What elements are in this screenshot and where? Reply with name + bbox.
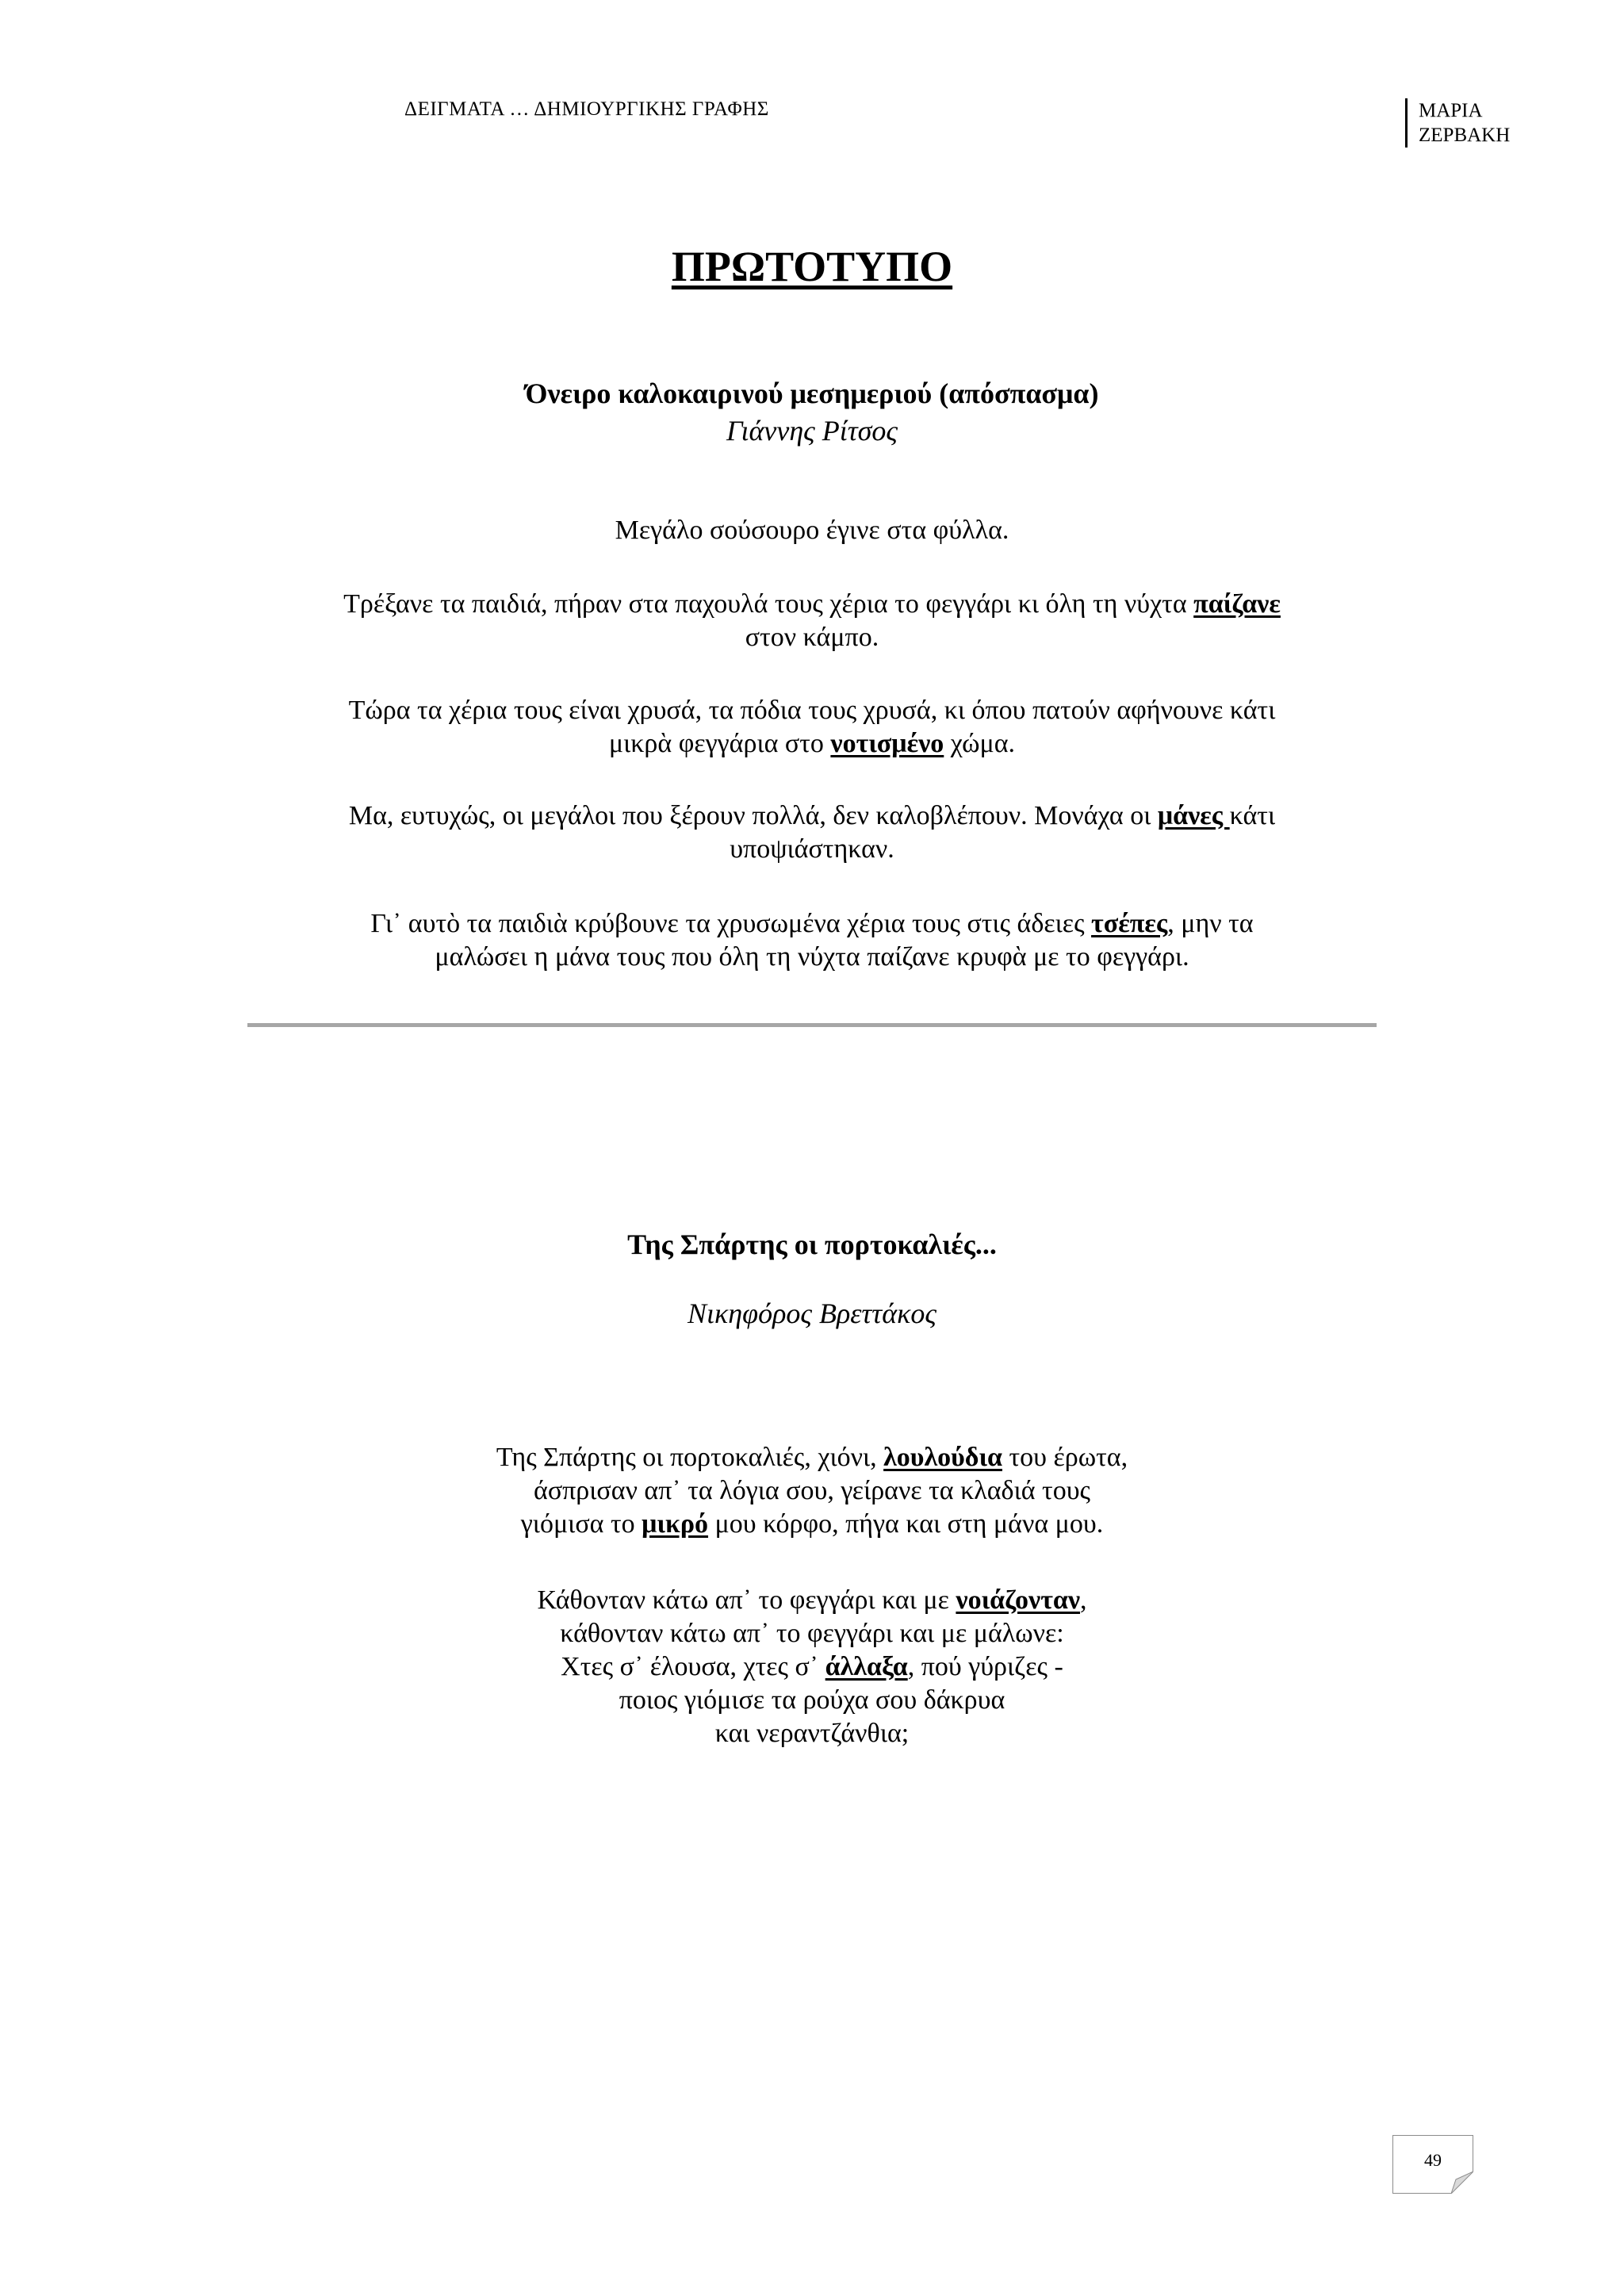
poem2-l4-text: Κάθονταν κάτω απ᾽ το φεγγάρι και με — [537, 1585, 956, 1615]
poem1-p4-line2: υποψιάστηκαν. — [730, 834, 894, 864]
poem2-l3-text-end: μου κόρφο, πήγα και στη μάνα μου. — [708, 1509, 1104, 1539]
poem1-author: Γιάννης Ρίτσος — [726, 415, 898, 447]
poem2-l6-highlight: άλλαξα — [825, 1652, 908, 1681]
header-author-line1: ΜΑΡΙΑ — [1419, 100, 1483, 121]
poem1-p5-text: Γι᾽ αυτὸ τα παιδιὰ κρύβουνε τα χρυσωμένα χέρια τους στις άδειες — [370, 909, 1092, 938]
header-author — [1405, 98, 1510, 148]
poem1-p4-highlight: μάνες — [1157, 801, 1230, 830]
poem2-l8: και νεραντζάνθια; — [714, 1719, 910, 1748]
poem2-l7: ποιος γιόμισε τα ρούχα σου δάκρυα — [619, 1685, 1005, 1715]
poem2-l1-text: Της Σπάρτης οι πορτοκαλιές, χιόνι, — [496, 1443, 884, 1472]
poem2-title: Της Σπάρτης οι πορτοκαλιές... — [627, 1228, 997, 1260]
poem1-p2-line2: στον κάμπο. — [745, 623, 879, 652]
poem1-paragraph-1 — [0, 514, 1624, 547]
poem1-p5-line2: μαλώσει η μάνα τους που όλη τη νύχτα παίζανε κρυφὰ με το φεγγάρι. — [435, 942, 1189, 972]
poem1-p3-line1: Τώρα τα χέρια τους είναι χρυσά, τα πόδια τους χρυσά, κι όπου πατούν αφήνουνε κάτι — [348, 696, 1276, 725]
poem1-p2-text: Τρέξανε τα παιδιά, πήραν στα παχουλά τους χέρια το φεγγάρι κι όλη τη νύχτα — [343, 589, 1194, 619]
poem1-paragraph-5 — [0, 907, 1624, 974]
poem1-p1: Μεγάλο σούσουρο έγινε στα φύλλα. — [615, 516, 1009, 545]
poem2-l4-text-end: , — [1080, 1585, 1087, 1615]
poem1-p4-text: Μα, ευτυχώς, οι μεγάλοι που ξέρουν πολλά, δεν καλοβλέπουν. Μονάχα οι — [348, 801, 1158, 830]
page-number-box — [1392, 2135, 1473, 2194]
poem2-l5: κάθονταν κάτω απ᾽ το φεγγάρι και με μάλωνε: — [560, 1619, 1064, 1648]
poem2-l6-text-end: , πού γύριζες - — [907, 1652, 1063, 1681]
poem1-p2-highlight: παίζανε — [1193, 589, 1281, 619]
page-number: 49 — [1424, 2150, 1442, 2170]
header-left-text: ΔΕΙΓΜΑΤΑ … ΔΗΜΙΟΥΡΓΙΚΗΣ ΓΡΑΦΗΣ — [404, 98, 769, 120]
poem2-l1-text-end: του έρωτα, — [1002, 1443, 1128, 1472]
poem2-l3-highlight: μικρό — [642, 1509, 709, 1539]
poem1-p3-highlight: νοτισμένο — [830, 729, 944, 758]
poem2-stanza-2 — [0, 1584, 1624, 1750]
poem2-l3-text: γιόμισα το — [520, 1509, 642, 1539]
poem2-l2: άσπρισαν απ᾽ τα λόγια σου, γείρανε τα κλαδιά τους — [534, 1476, 1090, 1505]
poem1-paragraph-2 — [0, 588, 1624, 654]
poem1-paragraph-3 — [0, 694, 1624, 761]
poem1-p5-highlight: τσέπες — [1091, 909, 1168, 938]
main-title: ΠΡΩΤΟΤΥΠΟ — [671, 243, 953, 290]
poem2-l4-highlight: νοιάζονταν — [956, 1585, 1081, 1615]
page-curl-icon — [1451, 2171, 1473, 2194]
poem1-title: Όνειρο καλοκαιρινού μεσημεριού (απόσπασμα) — [525, 378, 1099, 409]
poem1-p3-text-end: χώμα. — [944, 729, 1016, 758]
poem2-l6-text: Χτες σ᾽ έλουσα, χτες σ᾽ — [561, 1652, 825, 1681]
poem1-p3-text: μικρὰ φεγγάρια στο — [608, 729, 831, 758]
poem1-paragraph-4 — [0, 799, 1624, 866]
section-divider — [247, 1023, 1377, 1027]
poem1-p4-text-end: κάτι — [1229, 801, 1276, 830]
poem2-stanza-1 — [0, 1441, 1624, 1541]
poem1-p5-text-end: , μην τα — [1167, 909, 1254, 938]
poem2-l1-highlight: λουλούδια — [883, 1443, 1002, 1472]
poem2-author: Νικηφόρος Βρεττάκος — [688, 1297, 936, 1329]
header-author-line2: ΖΕΡΒΑΚΗ — [1419, 125, 1511, 146]
